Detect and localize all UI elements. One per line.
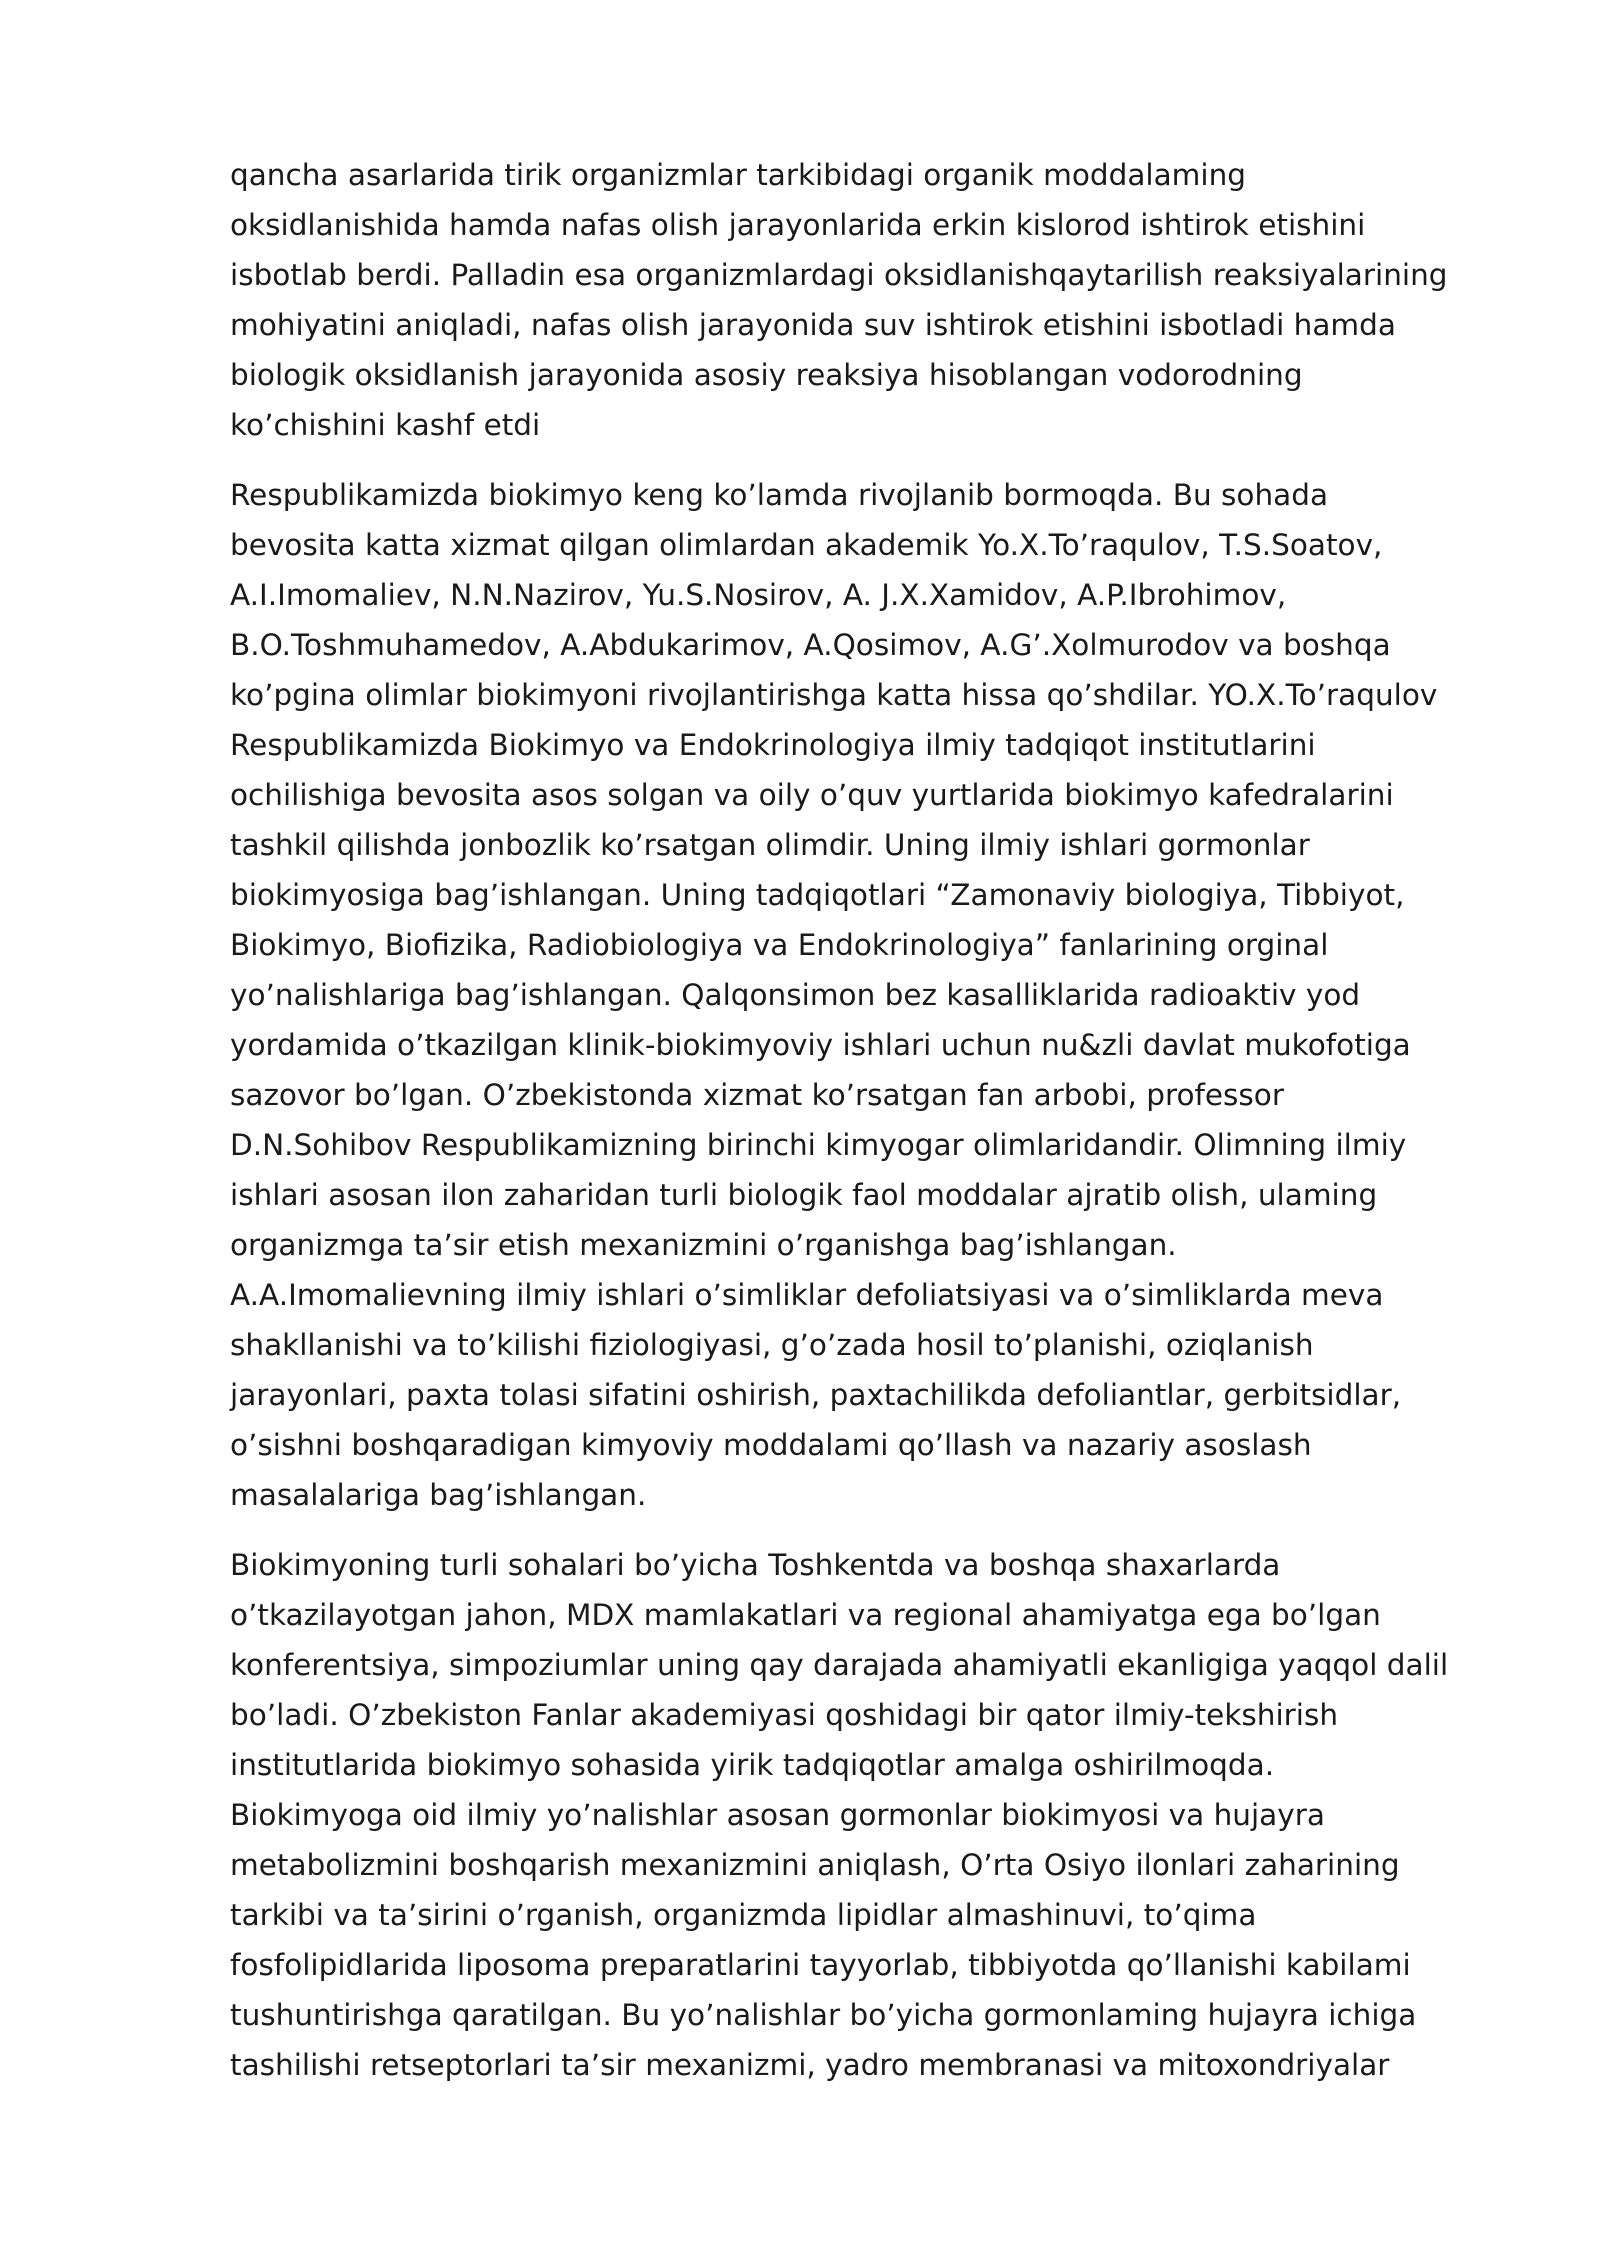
text-line: ishlari asosan ilon zaharidan turli biologik faol moddalar ajratib olish, ulaming <box>230 1178 1378 1212</box>
text-line: ko’chishini kashf etdi <box>230 408 541 442</box>
text-line: Respublikamizda biokimyo keng ko’lamda rivojlanib bormoqda. Bu sohada <box>230 478 1329 512</box>
text-line: tarkibi va ta’sirini o’rganish, organizmda lipidlar almashinuvi, to’qima <box>230 1898 1257 1932</box>
paragraph-2 <box>230 470 1500 1520</box>
text-line: D.N.Sohibov Respublikamizning birinchi kimyogar olimlaridandir. Olimning ilmiy <box>230 1128 1407 1162</box>
text-line: ochilishiga bevosita asos solgan va oily o’quv yurtlarida biokimyo kafedralarini <box>230 778 1394 812</box>
text-line: konferentsiya, simpoziumlar uning qay darajada ahamiyatli ekanligiga yaqqol dalil <box>230 1648 1449 1682</box>
text-line: sazovor bo’lgan. O’zbekistonda xizmat ko’rsatgan fan arbobi, professor <box>230 1078 1284 1112</box>
text-line: o’tkazilayotgan jahon, MDX mamlakatlari va regional ahamiyatga ega bo’lgan <box>230 1598 1381 1632</box>
text-line: A.A.Imomalievning ilmiy ishlari o’simliklar defoliatsiyasi va o’simliklarda meva <box>230 1278 1384 1312</box>
text-line: yordamida o’tkazilgan klinik-biokimyoviy ishlari uchun nu&zli davlat mukofotiga <box>230 1028 1411 1062</box>
text-line: institutlarida biokimyo sohasida yirik tadqiqotlar amalga oshirilmoqda. <box>230 1748 1275 1782</box>
text-line: o’sishni boshqaradigan kimyoviy moddalami qo’llash va nazariy asoslash <box>230 1428 1312 1462</box>
text-line: tashilishi retseptorlari ta’sir mexanizmi, yadro membranasi va mitoxondriyalar <box>230 2048 1390 2082</box>
text-line: isbotlab berdi. Palladin esa organizmlardagi oksidlanishqaytarilish reaksiyalarining <box>230 258 1448 292</box>
text-line: tashkil qilishda jonbozlik ko’rsatgan olimdir. Uning ilmiy ishlari gormonlar <box>230 828 1310 862</box>
paragraph-spacing <box>230 1520 1500 1540</box>
text-line: ko’pgina olimlar biokimyoni rivojlantirishga katta hissa qo’shdilar. YO.X.To’raqulov <box>230 678 1438 712</box>
text-line: Biokimyoga oid ilmiy yo’nalishlar asosan gormonlar biokimyosi va hujayra <box>230 1798 1325 1832</box>
text-line: Biokimyoning turli sohalari bo’yicha Toshkentda va boshqa shaxarlarda <box>230 1548 1281 1582</box>
text-line: shakllanishi va to’kilishi fiziologiyasi, g’o’zada hosil to’planishi, oziqlanish <box>230 1328 1314 1362</box>
text-line: biologik oksidlanish jarayonida asosiy reaksiya hisoblangan vodorodning <box>230 358 1303 392</box>
text-line: B.O.Toshmuhamedov, A.Abdukarimov, A.Qosimov, A.G’.Xolmurodov va boshqa <box>230 628 1391 662</box>
text-line: bo’ladi. O’zbekiston Fanlar akademiyasi qoshidagi bir qator ilmiy-tekshirish <box>230 1698 1339 1732</box>
text-line: yo’nalishlariga bag’ishlangan. Qalqonsimon bez kasalliklarida radioaktiv yod <box>230 978 1361 1012</box>
text-line: qancha asarlarida tirik organizmlar tarkibidagi organik moddalaming <box>230 158 1247 192</box>
text-line: metabolizmini boshqarish mexanizmini aniqlash, O’rta Osiyo ilonlari zaharining <box>230 1848 1400 1882</box>
text-line: A.I.Imomaliev, N.N.Nazirov, Yu.S.Nosirov, A. J.X.Xamidov, A.P.Ibrohimov, <box>230 578 1287 612</box>
paragraph-3 <box>230 1540 1500 2090</box>
text-line: mohiyatini aniqladi, nafas olish jarayonida suv ishtirok etishini isbotladi hamda <box>230 308 1396 342</box>
paragraph-1 <box>230 150 1500 450</box>
text-line: Respublikamizda Biokimyo va Endokrinologiya ilmiy tadqiqot institutlarini <box>230 728 1316 762</box>
text-line: biokimyosiga bag’ishlangan. Uning tadqiqotlari “Zamonaviy biologiya, Tibbiyot, <box>230 878 1405 912</box>
text-line: masalalariga bag’ishlangan. <box>230 1478 647 1512</box>
text-line: fosfolipidlarida liposoma preparatlarini tayyorlab, tibbiyotda qo’llanishi kabilami <box>230 1948 1411 1982</box>
text-line: oksidlanishida hamda nafas olish jarayonlarida erkin kislorod ishtirok etishini <box>230 208 1366 242</box>
text-line: bevosita katta xizmat qilgan olimlardan akademik Yo.X.To’raqulov, T.S.Soatov, <box>230 528 1383 562</box>
text-line: tushuntirishga qaratilgan. Bu yo’nalishlar bo’yicha gormonlaming hujayra ichiga <box>230 1998 1417 2032</box>
paragraph-spacing <box>230 450 1500 470</box>
page-body <box>230 150 1500 2090</box>
text-line: organizmga ta’sir etish mexanizmini o’rganishga bag’ishlangan. <box>230 1228 1177 1262</box>
text-line: jarayonlari, paxta tolasi sifatini oshirish, paxtachilikda defoliantlar, gerbitsidlar, <box>230 1378 1402 1412</box>
text-line: Biokimyo, Biofizika, Radiobiologiya va Endokrinologiya” fanlarining orginal <box>230 928 1329 962</box>
